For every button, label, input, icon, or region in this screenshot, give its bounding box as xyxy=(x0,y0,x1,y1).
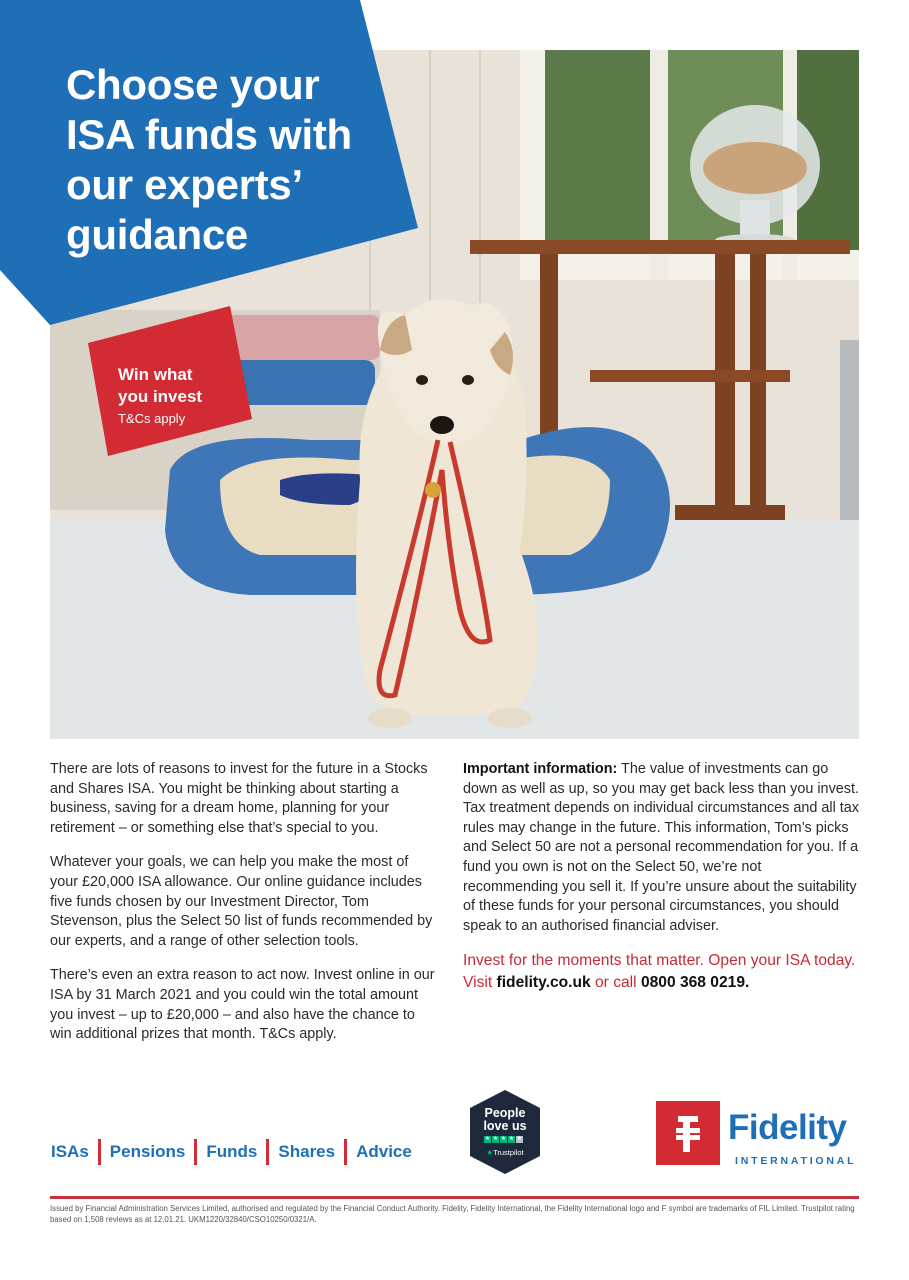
link-funds[interactable]: Funds xyxy=(206,1142,258,1161)
fidelity-international-label: INTERNATIONAL xyxy=(735,1155,857,1167)
star-icon: ★ xyxy=(484,1136,491,1142)
trustpilot-stars xyxy=(484,1136,523,1143)
f-symbol xyxy=(656,1101,720,1165)
website-link[interactable]: fidelity.co.uk xyxy=(496,973,591,991)
divider xyxy=(194,1139,197,1165)
intro-paragraph-2: Whatever your goals, we can help you make the most of your £20,000 ISA allowance. Our online guidance includes five funds chosen by our Investment Director, Tom Stevenson, plus the Select 50 list of funds recommended by our experts, and a range of other selection tools. xyxy=(50,854,433,949)
promo-badge-terms: T&Cs apply xyxy=(118,411,186,426)
intro-copy xyxy=(50,760,435,1060)
cta-text: Invest for the moments that matter. Open your ISA today. Visit xyxy=(463,952,856,991)
link-advice[interactable]: Advice xyxy=(356,1142,412,1161)
legal-disclaimer: Issued by Financial Administration Services Limited, authorised and regulated by the Financial Conduct Authority. Fidelity, Fidelity International, the Fidelity International logo and F symbol are trademarks of FIL Limited. Trustpilot rating based on 1,508 reviews as at 12.01.21. UKM1220/32840/CSO10250/0321/A. xyxy=(50,1204,855,1224)
important-information-text: The value of investments can go down as well as up, so you may get back less than you invest. Tax treatment depends on individual circumstances and all tax rules may change in the future. This information, Tom’s picks and Select 50 are not a personal recommendation for you. If a fund you own is not on the Select 50, we’re not recommending you sell it. If you’re unsure about the suitability of these funds for your personal circumstances, you should speak to an authorised financial adviser. xyxy=(463,761,859,934)
fidelity-f-symbol-icon xyxy=(656,1101,720,1165)
trustpilot-star-icon: ★ xyxy=(486,1148,494,1157)
divider xyxy=(98,1139,101,1165)
trustpilot-logo xyxy=(470,1148,540,1158)
cta-text-call: or call xyxy=(590,973,641,991)
fidelity-wordmark: Fidelity xyxy=(728,1108,847,1147)
divider xyxy=(266,1139,269,1165)
link-pensions[interactable]: Pensions xyxy=(109,1142,186,1161)
headline: Choose your ISA funds with our experts’ guidance xyxy=(66,61,352,258)
star-icon: ★ xyxy=(492,1136,499,1142)
trustpilot-name: Trustpilot xyxy=(493,1148,524,1157)
star-icon: ★ xyxy=(500,1136,507,1142)
product-links xyxy=(51,1138,412,1166)
promo-badge-title: Win what you invest xyxy=(118,365,203,406)
star-icon: ★ xyxy=(516,1136,523,1142)
link-shares[interactable]: Shares xyxy=(278,1142,336,1161)
phone-number[interactable]: 0800 368 0219. xyxy=(640,973,750,991)
divider xyxy=(344,1139,347,1165)
important-information xyxy=(463,760,859,993)
trustpilot-tagline: People love us xyxy=(483,1106,527,1133)
footer-divider xyxy=(50,1196,859,1199)
intro-paragraph-3: There’s even an extra reason to act now. Invest online in our ISA by 31 March 2021 and you could win the total amount you invest – up to £20,000 – and also have the chance to win additional prizes that month. T&Cs apply. xyxy=(50,967,435,1043)
important-information-label: Important information: xyxy=(463,761,618,777)
intro-paragraph-1: There are lots of reasons to invest for the future in a Stocks and Shares ISA. You might be thinking about starting a business, saving for a dream home, planning for your retirement – or something else that’s special to you. xyxy=(50,761,428,836)
link-isas[interactable]: ISAs xyxy=(51,1142,89,1161)
call-to-action xyxy=(463,950,859,993)
star-icon: ★ xyxy=(508,1136,515,1142)
